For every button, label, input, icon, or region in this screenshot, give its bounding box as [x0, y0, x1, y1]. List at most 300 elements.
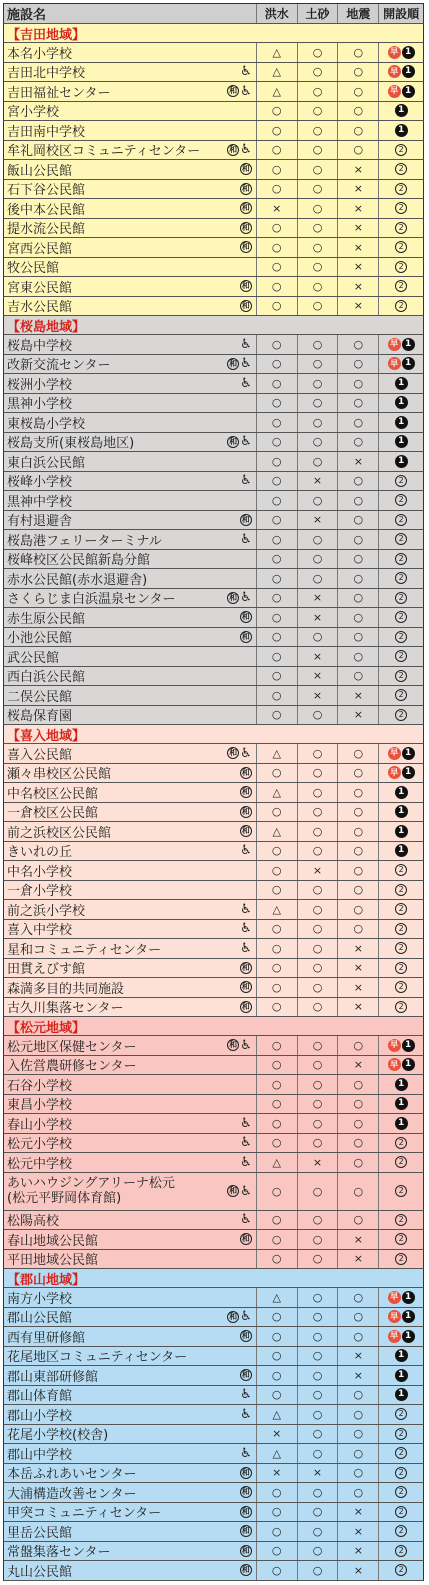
section-heading: 【桜島地域】 [3, 316, 424, 335]
table-row [3, 706, 424, 726]
facility-name: 黒神小学校 [7, 397, 73, 412]
facility-icons [240, 767, 252, 779]
landslide-cell: ○ [298, 452, 339, 471]
earthquake-cell: × [338, 1542, 379, 1561]
earthquake-cell: ○ [338, 1288, 379, 1307]
open-order-cell [379, 1483, 423, 1502]
open-order-cell [379, 1327, 423, 1346]
first-order-badge: 1 [395, 1369, 408, 1382]
flood-cell: ○ [257, 959, 298, 978]
facility-name-cell [4, 920, 257, 939]
facility-name-cell [4, 1444, 257, 1463]
table-row [3, 1561, 424, 1581]
earthquake-cell: ○ [338, 744, 379, 763]
facility-name-cell [4, 550, 257, 569]
second-order-badge: 2 [395, 689, 407, 701]
second-order-badge: 2 [395, 884, 407, 896]
flood-cell: ○ [257, 1308, 298, 1327]
open-order-cell [379, 1425, 423, 1444]
facility-name: きいれの丘 [7, 845, 73, 860]
earthquake-cell: × [338, 998, 379, 1017]
earthquake-cell: ○ [338, 764, 379, 783]
facility-icons [240, 786, 252, 798]
flood-cell: ○ [257, 998, 298, 1017]
facility-name: 桜島保育園 [7, 709, 73, 724]
table-row [3, 589, 424, 609]
second-order-badge: 2 [395, 1506, 407, 1518]
first-order-badge: 1 [395, 1349, 408, 1362]
table-row [3, 491, 424, 511]
earthquake-cell: ○ [338, 628, 379, 647]
flood-cell: × [257, 1464, 298, 1483]
facility-name: 森満多目的共同施設 [7, 981, 125, 997]
facility-icons [240, 825, 252, 837]
second-order-badge: 2 [395, 222, 407, 234]
wheelchair-icon: ♿ [240, 336, 252, 352]
second-order-badge: 2 [395, 1408, 407, 1420]
landslide-cell: ○ [298, 1036, 339, 1055]
open-order-cell [379, 452, 423, 471]
facility-name: 瀬々串校区公民館 [7, 767, 112, 782]
earthquake-cell: ○ [338, 647, 379, 666]
facility-name: 入佐営農研修センター [7, 1059, 137, 1074]
wheelchair-icon: ♿ [240, 1183, 252, 1199]
facility-icons [227, 85, 252, 98]
earthquake-cell: × [338, 1230, 379, 1249]
landslide-cell: ○ [298, 160, 339, 179]
table-row [3, 608, 424, 628]
flood-cell: ○ [257, 861, 298, 880]
flood-cell: ○ [257, 881, 298, 900]
early-open-badge: 早 [388, 1330, 401, 1343]
flood-cell: ○ [257, 608, 298, 627]
landslide-cell: ○ [298, 1134, 339, 1153]
table-row [3, 180, 424, 200]
table-row [3, 335, 424, 355]
open-order-cell [379, 530, 423, 549]
flood-cell: ○ [257, 433, 298, 452]
landslide-cell: ○ [298, 1503, 339, 1522]
facility-name-cell [4, 141, 257, 160]
wheelchair-icon: ♿ [240, 375, 252, 391]
facility-name: さくらじま白浜温泉センター [7, 592, 176, 607]
flood-cell: ○ [257, 374, 298, 393]
facility-name-cell [4, 667, 257, 686]
table-row [3, 1444, 424, 1464]
table-row [3, 1522, 424, 1542]
first-order-badge: 1 [395, 1078, 408, 1091]
second-order-badge: 2 [395, 1214, 407, 1226]
facility-name-cell [4, 647, 257, 666]
facility-name: 春山小学校 [7, 1117, 73, 1133]
facility-name-cell [4, 939, 257, 958]
facility-name-cell [4, 744, 257, 763]
facility-icons [240, 222, 252, 234]
facility-name-cell [4, 1327, 257, 1346]
table-row [3, 998, 424, 1018]
facility-name: 宮東公民館 [7, 280, 73, 296]
facility-name-cell [4, 1366, 257, 1385]
second-order-badge: 2 [395, 144, 407, 156]
facility-icons [240, 1467, 252, 1479]
facility-icons [227, 747, 252, 760]
japanese-room-icon: 和 [241, 826, 250, 836]
facility-icons [240, 1330, 252, 1342]
facility-name: 西白浜公民館 [7, 670, 86, 685]
flood-cell: ○ [257, 1036, 298, 1055]
japanese-room-icon: 和 [241, 203, 250, 213]
landslide-cell: ○ [298, 920, 339, 939]
japanese-room-icon: 和 [241, 1526, 250, 1536]
open-order-cell [379, 881, 423, 900]
facility-name: 石下谷公民館 [7, 183, 86, 198]
facility-name-cell [4, 1464, 257, 1483]
table-row [3, 1386, 424, 1406]
facility-name-cell [4, 1522, 257, 1541]
earthquake-cell: ○ [338, 920, 379, 939]
second-order-badge: 2 [395, 1233, 407, 1245]
second-order-badge: 2 [395, 1185, 407, 1197]
flood-cell: ○ [257, 413, 298, 432]
earthquake-cell: × [338, 1522, 379, 1541]
facility-name-cell [4, 433, 257, 452]
flood-cell: × [257, 199, 298, 218]
japanese-room-icon: 和 [241, 183, 250, 193]
facility-name: 武公民館 [7, 650, 60, 666]
earthquake-cell: ○ [338, 355, 379, 374]
open-order-cell [379, 998, 423, 1017]
flood-cell: ○ [257, 1114, 298, 1133]
first-order-badge: 1 [402, 46, 415, 59]
open-order-cell [379, 589, 423, 608]
landslide-cell: ○ [298, 569, 339, 588]
flood-cell: ○ [257, 180, 298, 199]
wheelchair-icon: ♿ [240, 1135, 252, 1151]
flood-cell: ○ [257, 1542, 298, 1561]
open-order-cell [379, 355, 423, 374]
facility-name-cell [4, 43, 257, 62]
open-order-cell [379, 1308, 423, 1327]
second-order-badge: 2 [395, 1447, 407, 1459]
facility-name: 郡山体育館 [7, 1389, 73, 1404]
facility-name: 郡山小学校 [7, 1408, 73, 1424]
open-order-cell [379, 335, 423, 354]
landslide-cell: ○ [298, 1561, 339, 1580]
flood-cell: △ [257, 82, 298, 101]
table-row [3, 920, 424, 940]
earthquake-cell: ○ [338, 608, 379, 627]
table-row [3, 258, 424, 278]
facility-name-cell [4, 764, 257, 783]
facility-icons [240, 1447, 252, 1460]
facility-name-cell [4, 1173, 257, 1210]
flood-cell: ○ [257, 1561, 298, 1580]
table-row [3, 160, 424, 180]
facility-name-cell [4, 160, 257, 179]
wheelchair-icon: ♿ [240, 1309, 252, 1325]
open-order-cell [379, 199, 423, 218]
flood-cell: ○ [257, 238, 298, 257]
facility-icons [240, 1136, 252, 1149]
table-row [3, 355, 424, 375]
first-order-badge: 1 [395, 1117, 408, 1130]
flood-cell: ○ [257, 511, 298, 530]
landslide-cell: ○ [298, 43, 339, 62]
table-row [3, 1173, 424, 1211]
flood-cell: △ [257, 783, 298, 802]
facility-icons [240, 1233, 252, 1245]
facility-name: 前之浜校区公民館 [7, 825, 112, 841]
japanese-room-icon: 和 [241, 281, 250, 291]
landslide-cell: ○ [298, 881, 339, 900]
landslide-cell: ○ [298, 297, 339, 316]
japanese-room-icon: 和 [241, 787, 250, 797]
japanese-room-icon: 和 [241, 1331, 250, 1341]
flood-cell: ○ [257, 297, 298, 316]
facility-name: 中名小学校 [7, 864, 73, 880]
flood-cell: ○ [257, 1211, 298, 1230]
earthquake-cell: ○ [338, 511, 379, 530]
open-order-cell [379, 900, 423, 919]
landslide-cell: ○ [298, 842, 339, 861]
open-order-cell [379, 686, 423, 705]
flood-cell: ○ [257, 394, 298, 413]
earthquake-cell: ○ [338, 569, 379, 588]
flood-cell: ○ [257, 219, 298, 238]
section-heading: 【松元地域】 [3, 1017, 424, 1036]
table-row [3, 219, 424, 239]
wheelchair-icon: ♿ [240, 745, 252, 761]
flood-cell: ○ [257, 258, 298, 277]
flood-cell: ○ [257, 141, 298, 160]
facility-name: あいハウジングアリーナ松元 (松元平野岡体育館) [7, 1176, 175, 1206]
japanese-room-icon: 和 [229, 358, 238, 368]
second-order-badge: 2 [395, 1253, 407, 1265]
landslide-cell: ○ [298, 1386, 339, 1405]
second-order-badge: 2 [395, 611, 407, 623]
open-order-cell [379, 1211, 423, 1230]
facility-name: 星和コミュニティセンター [7, 942, 162, 958]
table-row [3, 764, 424, 784]
facility-name: 桜峰校区公民館新島分館 [7, 553, 151, 568]
facility-icons [240, 65, 252, 78]
facility-name: 大浦構造改善センター [7, 1486, 137, 1502]
facility-name-cell [4, 1561, 257, 1580]
section-heading: 【郡山地域】 [3, 1269, 424, 1288]
earthquake-cell: ○ [338, 433, 379, 452]
open-order-cell [379, 861, 423, 880]
landslide-cell: × [298, 511, 339, 530]
first-order-badge: 1 [402, 1310, 415, 1323]
table-header [3, 3, 424, 24]
open-order-cell [379, 803, 423, 822]
facility-name-cell [4, 277, 257, 296]
first-order-badge: 1 [395, 124, 408, 137]
facility-name: 一倉小学校 [7, 884, 73, 899]
table-row [3, 43, 424, 63]
facility-icons [227, 143, 252, 156]
landslide-cell: ○ [298, 822, 339, 841]
facility-name-cell [4, 1095, 257, 1114]
facility-name-cell [4, 822, 257, 841]
facility-icons [240, 942, 252, 955]
earthquake-cell: × [338, 1561, 379, 1580]
early-open-badge: 早 [388, 747, 401, 760]
table-row [3, 394, 424, 414]
facility-name-cell [4, 180, 257, 199]
flood-cell: ○ [257, 1095, 298, 1114]
earthquake-cell: ○ [338, 413, 379, 432]
open-order-cell [379, 1366, 423, 1385]
landslide-cell: ○ [298, 141, 339, 160]
earthquake-cell: ○ [338, 1114, 379, 1133]
landslide-cell: ○ [298, 1327, 339, 1346]
earthquake-cell: ○ [338, 1405, 379, 1424]
facility-icons [240, 377, 252, 390]
table-row [3, 374, 424, 394]
facility-name-cell [4, 1347, 257, 1366]
facility-name-cell [4, 1288, 257, 1307]
second-order-badge: 2 [395, 709, 407, 721]
second-order-badge: 2 [395, 670, 407, 682]
table-row [3, 1327, 424, 1347]
open-order-cell [379, 43, 423, 62]
open-order-cell [379, 842, 423, 861]
facility-name: 南方小学校 [7, 1291, 73, 1307]
open-order-cell [379, 783, 423, 802]
wheelchair-icon: ♿ [240, 1154, 252, 1170]
facility-name-cell [4, 628, 257, 647]
open-order-cell [379, 277, 423, 296]
facility-name-cell [4, 1386, 257, 1405]
flood-cell: ○ [257, 102, 298, 121]
japanese-room-icon: 和 [241, 1487, 250, 1497]
flood-cell: ○ [257, 160, 298, 179]
earthquake-cell: ○ [338, 881, 379, 900]
flood-cell: ○ [257, 920, 298, 939]
open-order-cell [379, 1114, 423, 1133]
flood-cell: ○ [257, 842, 298, 861]
earthquake-cell: × [338, 1056, 379, 1075]
early-open-badge: 早 [388, 85, 401, 98]
earthquake-cell: × [338, 452, 379, 471]
facility-name: 小池公民館 [7, 631, 73, 646]
facility-name: 郡山東部研修館 [7, 1369, 99, 1385]
open-order-cell [379, 1134, 423, 1153]
first-order-badge: 1 [395, 844, 408, 857]
landslide-cell: ○ [298, 1211, 339, 1230]
landslide-cell: ○ [298, 628, 339, 647]
flood-cell: △ [257, 822, 298, 841]
table-row [3, 1153, 424, 1173]
flood-cell: ○ [257, 803, 298, 822]
facility-icons [240, 962, 252, 974]
japanese-room-icon: 和 [229, 1186, 238, 1195]
open-order-cell [379, 1386, 423, 1405]
earthquake-cell: × [338, 1250, 379, 1269]
landslide-cell: × [298, 667, 339, 686]
open-order-cell [379, 628, 423, 647]
japanese-room-icon: 和 [241, 300, 250, 310]
facility-icons [240, 1525, 252, 1537]
open-order-cell [379, 744, 423, 763]
facility-name: 石谷小学校 [7, 1078, 73, 1094]
first-order-badge: 1 [402, 1291, 415, 1304]
facility-name: 吉田南中学校 [7, 124, 86, 140]
facility-name: 花尾地区コミュニティセンター [7, 1350, 188, 1365]
early-open-badge: 早 [388, 338, 401, 351]
open-order-cell [379, 491, 423, 510]
col-header-earthquake: 地震 [338, 4, 379, 23]
table-row [3, 822, 424, 842]
earthquake-cell: × [338, 219, 379, 238]
landslide-cell: ○ [298, 900, 339, 919]
table-row [3, 530, 424, 550]
wheelchair-icon: ♿ [240, 921, 252, 937]
landslide-cell: ○ [298, 1444, 339, 1463]
flood-cell: ○ [257, 452, 298, 471]
facility-icons [240, 1117, 252, 1130]
facility-icons [240, 533, 252, 546]
facility-icons [240, 300, 252, 312]
table-row [3, 569, 424, 589]
open-order-cell [379, 978, 423, 997]
facility-name-cell [4, 706, 257, 725]
second-order-badge: 2 [395, 1001, 407, 1013]
earthquake-cell: ○ [338, 861, 379, 880]
facility-icons [227, 1310, 252, 1323]
landslide-cell: ○ [298, 550, 339, 569]
japanese-room-icon: 和 [241, 806, 250, 816]
landslide-cell: ○ [298, 63, 339, 82]
second-order-badge: 2 [395, 261, 407, 273]
earthquake-cell: ○ [338, 783, 379, 802]
flood-cell: ○ [257, 1347, 298, 1366]
wheelchair-icon: ♿ [240, 1445, 252, 1461]
landslide-cell: × [298, 861, 339, 880]
facility-icons [240, 631, 252, 643]
flood-cell: ○ [257, 764, 298, 783]
flood-cell: ○ [257, 939, 298, 958]
table-row [3, 1405, 424, 1425]
landslide-cell: ○ [298, 102, 339, 121]
japanese-room-icon: 和 [241, 242, 250, 252]
table-row [3, 803, 424, 823]
facility-name: 郡山中学校 [7, 1447, 73, 1463]
second-order-badge: 2 [395, 183, 407, 195]
facility-name: 田貫えびす館 [7, 962, 86, 977]
facility-icons [227, 591, 252, 604]
earthquake-cell: × [338, 199, 379, 218]
facility-icons [240, 474, 252, 487]
earthquake-cell: ○ [338, 43, 379, 62]
table-row [3, 628, 424, 648]
landslide-cell: ○ [298, 1542, 339, 1561]
landslide-cell: ○ [298, 764, 339, 783]
facility-name: 吉田福祉センター [7, 85, 111, 101]
facility-name-cell [4, 355, 257, 374]
open-order-cell [379, 1347, 423, 1366]
table-row [3, 1308, 424, 1328]
flood-cell: ○ [257, 121, 298, 140]
table-row [3, 647, 424, 667]
table-row [3, 1483, 424, 1503]
wheelchair-icon: ♿ [240, 590, 252, 606]
table-row [3, 550, 424, 570]
first-order-badge: 1 [395, 416, 408, 429]
facility-name: 喜入中学校 [7, 923, 73, 938]
early-open-badge: 早 [388, 1058, 401, 1071]
